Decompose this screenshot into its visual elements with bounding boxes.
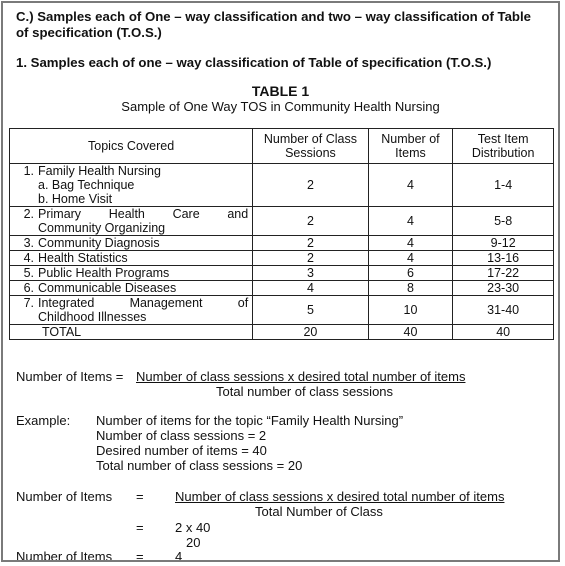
topic-line [14, 281, 248, 295]
col-number-of-items: Number of Items [368, 129, 453, 164]
total-row [10, 325, 554, 340]
topic-word: Family Health Nursing [38, 164, 161, 178]
sessions-cell: 2 [253, 251, 368, 266]
topic-cell [10, 236, 253, 251]
topic-cell [10, 164, 253, 207]
topic-word: Health Statistics [38, 251, 128, 265]
sessions-cell: 3 [253, 266, 368, 281]
table-row [10, 266, 554, 281]
topic-word: Primary [38, 207, 82, 221]
items-cell: 6 [368, 266, 453, 281]
topic-word: Integrated [38, 296, 95, 310]
topic-cell [10, 281, 253, 296]
topic-word: Community Diagnosis [38, 236, 160, 250]
calc-denominator: Total Number of Class [255, 504, 383, 519]
topic-cell [10, 207, 253, 236]
distribution-cell: 9-12 [453, 236, 554, 251]
topic-number: 6. [23, 281, 34, 295]
calc-numerator: Number of class sessions x desired total number of items [175, 489, 505, 504]
calc-result: 4 [175, 549, 183, 562]
formula-denominator: Total number of class sessions [216, 384, 394, 399]
example-label: Example: [16, 413, 71, 428]
topic-line [14, 251, 248, 265]
topic-line [14, 207, 248, 221]
distribution-cell: 23-30 [453, 281, 554, 296]
topic-number: 1. [23, 164, 34, 178]
items-cell: 10 [368, 296, 453, 325]
table-row [10, 164, 554, 207]
sessions-cell: 4 [253, 281, 368, 296]
table-row [10, 281, 554, 296]
topic-word: Communicable Diseases [38, 281, 177, 295]
items-cell: 4 [368, 251, 453, 266]
topic-cell [10, 266, 253, 281]
document-frame [1, 1, 560, 562]
formula-numerator: Number of class sessions x desired total number of items [136, 369, 466, 384]
items-cell: 8 [368, 281, 453, 296]
sessions-cell: 2 [253, 207, 368, 236]
topic-continuation: Community Organizing [38, 221, 166, 235]
items-cell: 4 [368, 164, 453, 207]
table-row [10, 251, 554, 266]
total-items-cell: 40 [368, 325, 453, 340]
total-distribution-cell: 40 [453, 325, 554, 340]
topic-title [38, 207, 248, 221]
example-line-4: Total number of class sessions = 20 [96, 458, 303, 473]
table-row [10, 207, 554, 236]
calc-step-denominator: 20 [186, 535, 201, 550]
example-line-3: Desired number of items = 40 [96, 443, 267, 458]
topic-line [14, 296, 248, 310]
total-label: TOTAL [42, 325, 82, 339]
topic-number: 5. [23, 266, 34, 280]
topic-title [38, 296, 248, 310]
topic-title [38, 251, 128, 265]
example-line-1: Number of items for the topic “Family Health Nursing” [96, 413, 404, 428]
topic-word: and [227, 207, 249, 221]
topic-cell [10, 296, 253, 325]
section-heading: C.) Samples each of One – way classification and two – way classification of Table of specification (T.O.S.) [16, 9, 531, 40]
calc-lhs: Number of Items [16, 489, 113, 504]
table-row [10, 236, 554, 251]
topic-continuation: Childhood Illnesses [38, 310, 147, 324]
table-title: TABLE 1 [251, 83, 310, 99]
calc-equals-3: = [136, 549, 144, 562]
topic-number: 3. [23, 236, 34, 250]
topic-word: Care [172, 207, 200, 221]
formula-lhs: Number of Items = [16, 369, 124, 384]
items-cell: 4 [368, 236, 453, 251]
topic-title [38, 236, 160, 250]
table-header-row [10, 129, 554, 164]
total-label-cell [10, 325, 253, 340]
table-row [10, 296, 554, 325]
topic-cell [10, 251, 253, 266]
topic-number: 2. [23, 207, 34, 221]
col-class-sessions: Number of Class Sessions [253, 129, 368, 164]
col-test-item-distribution: Test Item Distribution [453, 129, 554, 164]
topic-title [38, 281, 176, 295]
distribution-cell: 5-8 [453, 207, 554, 236]
calc-step-numerator: 2 x 40 [175, 520, 211, 535]
calc-equals-2: = [136, 520, 144, 535]
topic-word: Public Health Programs [38, 266, 170, 280]
subtopic: a. Bag Technique [38, 178, 135, 192]
sessions-cell: 2 [253, 164, 368, 207]
distribution-cell: 31-40 [453, 296, 554, 325]
topic-line [14, 266, 248, 280]
topic-number: 7. [23, 296, 34, 310]
topic-title [38, 266, 169, 280]
topic-line [14, 236, 248, 250]
items-cell: 4 [368, 207, 453, 236]
result-lhs: Number of Items [16, 549, 113, 562]
distribution-cell: 13-16 [453, 251, 554, 266]
sessions-cell: 2 [253, 236, 368, 251]
topic-word: Management [129, 296, 203, 310]
example-line-2: Number of class sessions = 2 [96, 428, 267, 443]
distribution-cell: 1-4 [453, 164, 554, 207]
distribution-cell: 17-22 [453, 266, 554, 281]
calc-equals-1: = [136, 489, 144, 504]
subsection-heading: 1. Samples each of one – way classification of Table of specification (T.O.S.) [16, 55, 492, 70]
topic-title [38, 164, 161, 178]
topic-line [14, 164, 248, 178]
tos-table [9, 128, 554, 340]
col-topics-covered: Topics Covered [10, 129, 253, 164]
topic-number: 4. [23, 251, 34, 265]
topic-word: Health [108, 207, 145, 221]
subtopic: b. Home Visit [38, 192, 113, 206]
topic-word: of [237, 296, 249, 310]
table-subtitle: Sample of One Way TOS in Community Health Nursing [121, 99, 440, 114]
sessions-cell: 5 [253, 296, 368, 325]
total-sessions-cell: 20 [253, 325, 368, 340]
